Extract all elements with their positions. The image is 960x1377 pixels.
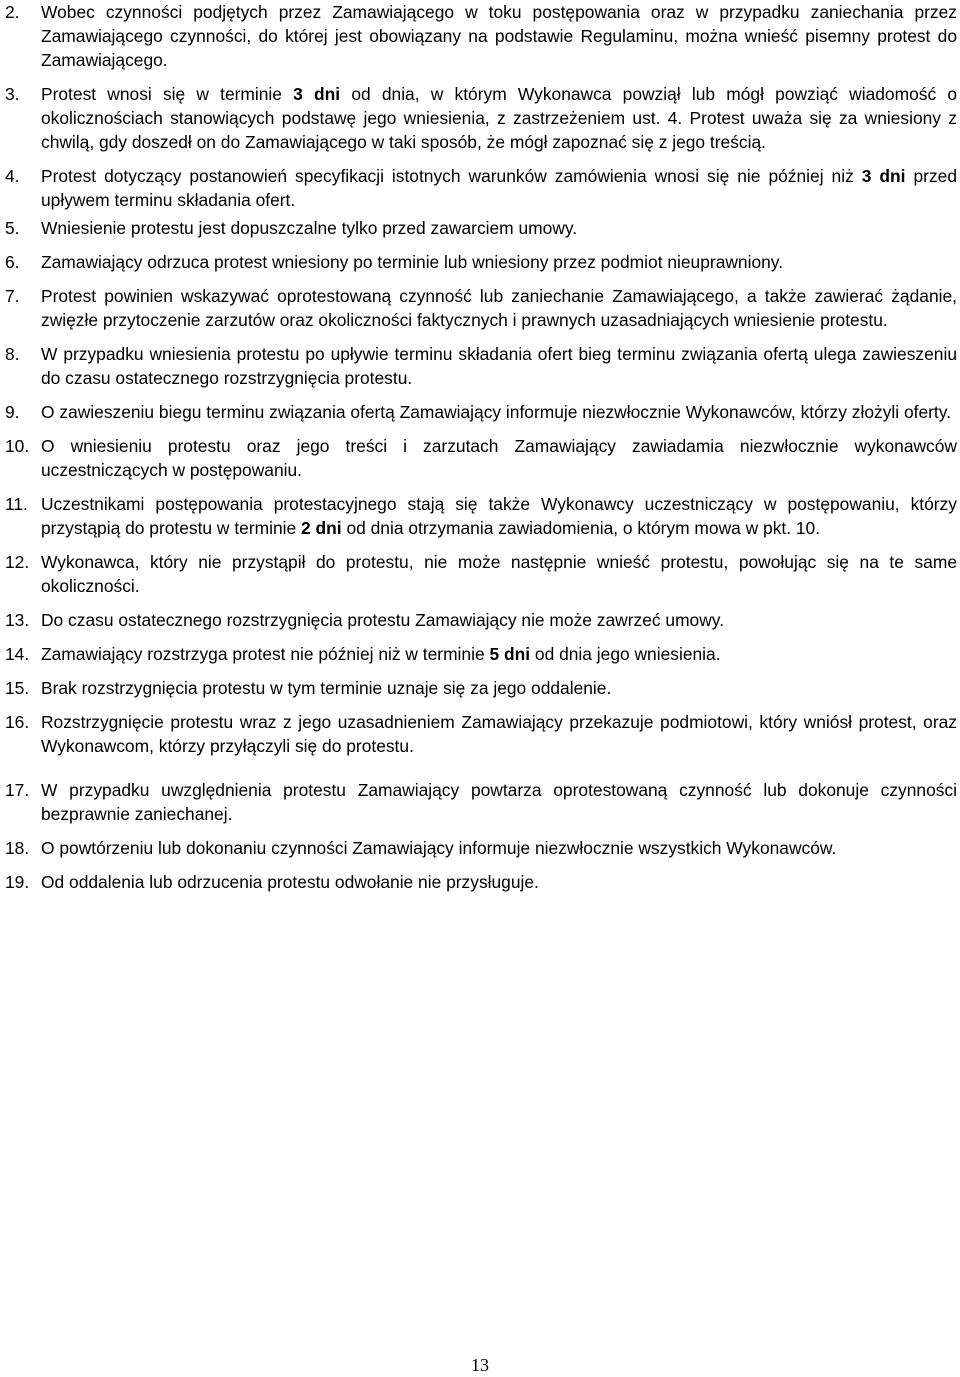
list-item-text	[41, 778, 957, 826]
text-run: przed upływem terminu składania ofert.	[41, 166, 957, 210]
list-item-number: 14.	[5, 644, 30, 664]
list-item-number: 15.	[5, 678, 30, 698]
numbered-list	[5, 0, 957, 904]
list-item-number: 3.	[5, 84, 20, 104]
list-item-number: 5.	[5, 218, 20, 238]
list-item	[5, 400, 957, 424]
list-item	[5, 0, 957, 72]
list-item-text	[41, 642, 957, 666]
text-run: Brak rozstrzygnięcia protestu w tym terminie uznaje się za jego oddalenie.	[41, 678, 612, 698]
text-run: W przypadku wniesienia protestu po upływie terminu składania ofert bieg terminu związania ofertą ulega zawieszeniu do czasu ostatecznego rozstrzygnięcia protestu.	[41, 344, 957, 388]
list-item-text	[41, 492, 957, 540]
list-item-text	[41, 0, 957, 72]
text-run: O zawieszeniu biegu terminu związania ofertą Zamawiający informuje niezwłocznie Wykonawców, którzy złożyli oferty.	[41, 402, 951, 422]
text-run: W przypadku uwzględnienia protestu Zamawiający powtarza oprotestowaną czynność lub dokonuje czynności bezprawnie zaniechanej.	[41, 780, 957, 824]
text-run: Protest wnosi się w terminie	[41, 84, 294, 104]
list-item-number: 9.	[5, 402, 20, 422]
text-run: Do czasu ostatecznego rozstrzygnięcia protestu Zamawiający nie może zawrzeć umowy.	[41, 610, 725, 630]
text-run: O powtórzeniu lub dokonaniu czynności Zamawiający informuje niezwłocznie wszystkich Wykonawców.	[41, 838, 837, 858]
emphasis-text: 2 dni	[301, 518, 342, 538]
text-run: od dnia, w którym Wykonawca powziął lub mógł powziąć wiadomość o okolicznościach stanowiących podstawę jego wniesienia, z zastrzeżeniem ust. 4. Protest uważa się za wniesiony z chwilą, gdy doszedł on do Zamawiającego w taki sposób, że mógł zapoznać się z jego treścią.	[41, 84, 958, 152]
text-run: Protest powinien wskazywać oprotestowaną czynność lub zaniechanie Zamawiającego, a także zawierać żądanie, zwięzłe przytoczenie zarzutów oraz okoliczności faktycznych i prawnych uzasadniających wniesienie protestu.	[41, 286, 957, 330]
list-item-number: 18.	[5, 838, 30, 858]
list-item	[5, 216, 957, 240]
list-item	[5, 250, 957, 274]
list-item-text	[41, 82, 957, 154]
list-item-text	[41, 550, 957, 598]
list-item-number: 13.	[5, 610, 30, 630]
text-run: Uczestnikami postępowania protestacyjnego stają się także Wykonawcy uczestniczący w postępowaniu, którzy przystąpią do protestu w terminie	[41, 494, 957, 538]
list-item-text	[41, 342, 957, 390]
text-run: Zamawiający odrzuca protest wniesiony po terminie lub wniesiony przez podmiot nieuprawniony.	[41, 252, 784, 272]
list-item-text	[41, 676, 957, 700]
text-run: O wniesieniu protestu oraz jego treści i zarzutach Zamawiający zawiadamia niezwłocznie wykonawców uczestniczących w postępowaniu.	[41, 436, 957, 480]
list-item	[5, 284, 957, 332]
list-item	[5, 342, 957, 390]
text-run: Rozstrzygnięcie protestu wraz z jego uzasadnieniem Zamawiający przekazuje podmiotowi, który wniósł protest, oraz Wykonawcom, którzy przyłączyli się do protestu.	[41, 712, 957, 756]
list-item-number: 10.	[5, 436, 30, 456]
list-item	[5, 642, 957, 666]
list-item-text	[41, 608, 957, 632]
list-item	[5, 676, 957, 700]
emphasis-text: 3 dni	[293, 84, 341, 104]
list-item-number: 8.	[5, 344, 20, 364]
list-item	[5, 870, 957, 894]
emphasis-text: 5 dni	[489, 644, 531, 664]
list-item-number: 19.	[5, 872, 30, 892]
list-item-text	[41, 836, 957, 860]
text-run: Wobec czynności podjętych przez Zamawiającego w toku postępowania oraz w przypadku zaniechania przez Zamawiającego czynności, do której jest obowiązany na podstawie Regulaminu, można wnieść pisemny protest do Zamawiającego.	[41, 2, 957, 70]
list-item	[5, 82, 957, 154]
list-item-text	[41, 400, 957, 424]
list-item-text	[41, 284, 957, 332]
list-item	[5, 836, 957, 860]
list-item-number: 17.	[5, 780, 30, 800]
list-item-number: 4.	[5, 166, 20, 186]
list-item-number: 7.	[5, 286, 20, 306]
list-item	[5, 778, 957, 826]
text-run: od dnia otrzymania zawiadomienia, o którym mowa w pkt. 10.	[341, 518, 821, 538]
text-run: Zamawiający rozstrzyga protest nie później niż w terminie	[41, 644, 490, 664]
page-number: 13	[471, 1355, 489, 1375]
list-item-number: 11.	[5, 494, 28, 514]
list-item	[5, 492, 957, 540]
text-run: Wykonawca, który nie przystąpił do protestu, nie może następnie wnieść protestu, powołując się na te same okoliczności.	[41, 552, 957, 596]
list-item-number: 16.	[5, 712, 30, 732]
list-item	[5, 164, 957, 212]
list-item-text	[41, 870, 957, 894]
list-item-text	[41, 710, 957, 758]
list-item	[5, 550, 957, 598]
text-run: od dnia jego wniesienia.	[530, 644, 721, 664]
list-item-number: 6.	[5, 252, 20, 272]
list-item-text	[41, 164, 957, 212]
list-item-number: 12.	[5, 552, 30, 572]
emphasis-text: 3 dni	[861, 166, 906, 186]
list-item-number: 2.	[5, 2, 20, 22]
list-item-text	[41, 216, 957, 240]
list-item-text	[41, 250, 957, 274]
text-run: Wniesienie protestu jest dopuszczalne tylko przed zawarciem umowy.	[41, 218, 578, 238]
text-run: Od oddalenia lub odrzucenia protestu odwołanie nie przysługuje.	[41, 872, 539, 892]
list-item	[5, 710, 957, 758]
list-item	[5, 608, 957, 632]
list-item	[5, 434, 957, 482]
list-item-text	[41, 434, 957, 482]
text-run: Protest dotyczący postanowień specyfikacji istotnych warunków zamówienia wnosi się nie później niż	[41, 166, 862, 186]
